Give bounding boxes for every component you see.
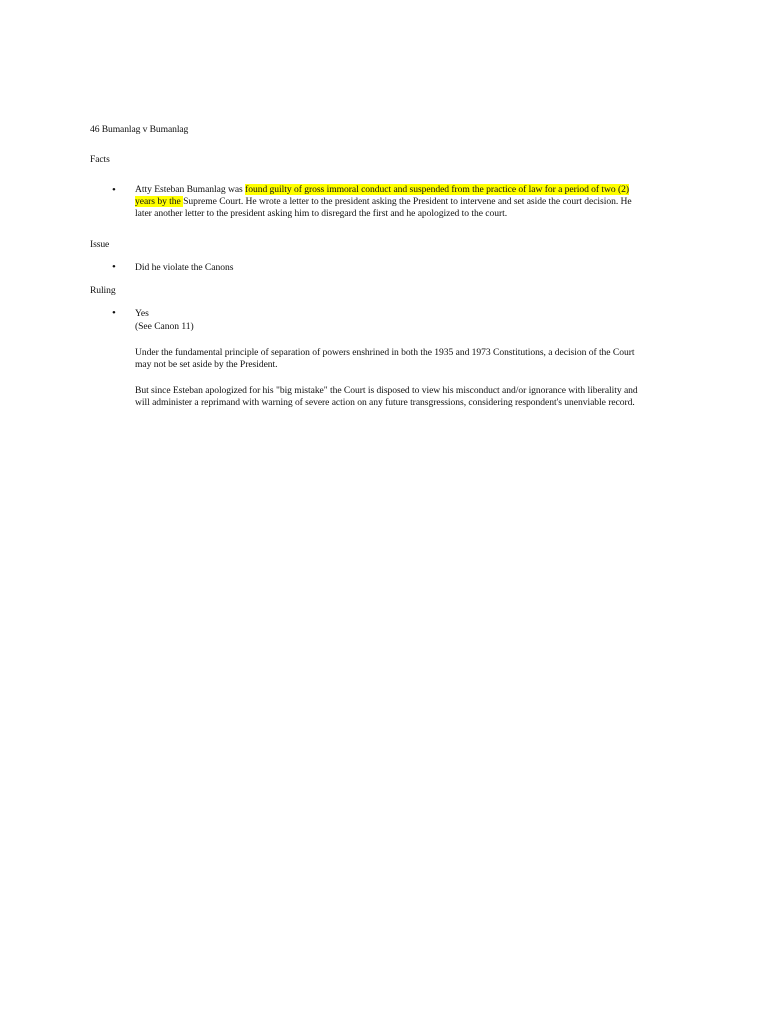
facts-line-1: [135, 184, 629, 195]
facts-line-2-text: Supreme Court. He wrote a letter to the president asking the President to intervene and set aside the court decision. He: [183, 196, 632, 207]
facts-highlight-2: years by the: [135, 196, 184, 207]
document-title: 46 Bumanlag v Bumanlag: [90, 124, 189, 135]
issue-bullet: •: [112, 261, 116, 273]
facts-line-3: later another letter to the president asking him to disregard the first and he apologized to the court.: [135, 208, 508, 219]
ruling-bullet: •: [112, 307, 116, 319]
issue-heading: Issue: [90, 239, 110, 250]
ruling-paragraph-2-line-1: But since Esteban apologized for his "big mistake" the Court is disposed to view his misconduct and/or ignorance with liberality and: [135, 385, 638, 396]
facts-line-1-text: Atty Esteban Bumanlag was: [135, 184, 246, 195]
ruling-paragraph-1-line-1: Under the fundamental principle of separation of powers enshrined in both the 1935 and 1973 Constitutions, a decision of the Court: [135, 347, 635, 358]
facts-bullet: •: [112, 184, 116, 196]
ruling-paragraph-2-line-2: will administer a reprimand with warning of severe action on any future transgressions, considering respondent's unenviable record.: [135, 397, 635, 408]
issue-text: Did he violate the Canons: [135, 262, 234, 273]
ruling-reference: (See Canon 11): [135, 321, 194, 332]
facts-heading: Facts: [90, 154, 110, 165]
ruling-heading: Ruling: [90, 285, 116, 296]
ruling-answer: Yes: [135, 308, 149, 319]
facts-highlight-1: found guilty of gross immoral conduct and suspended from the practice of law for a period of two (2): [245, 184, 630, 195]
facts-line-2: [135, 196, 632, 207]
ruling-paragraph-1-line-2: may not be set aside by the President.: [135, 359, 278, 370]
